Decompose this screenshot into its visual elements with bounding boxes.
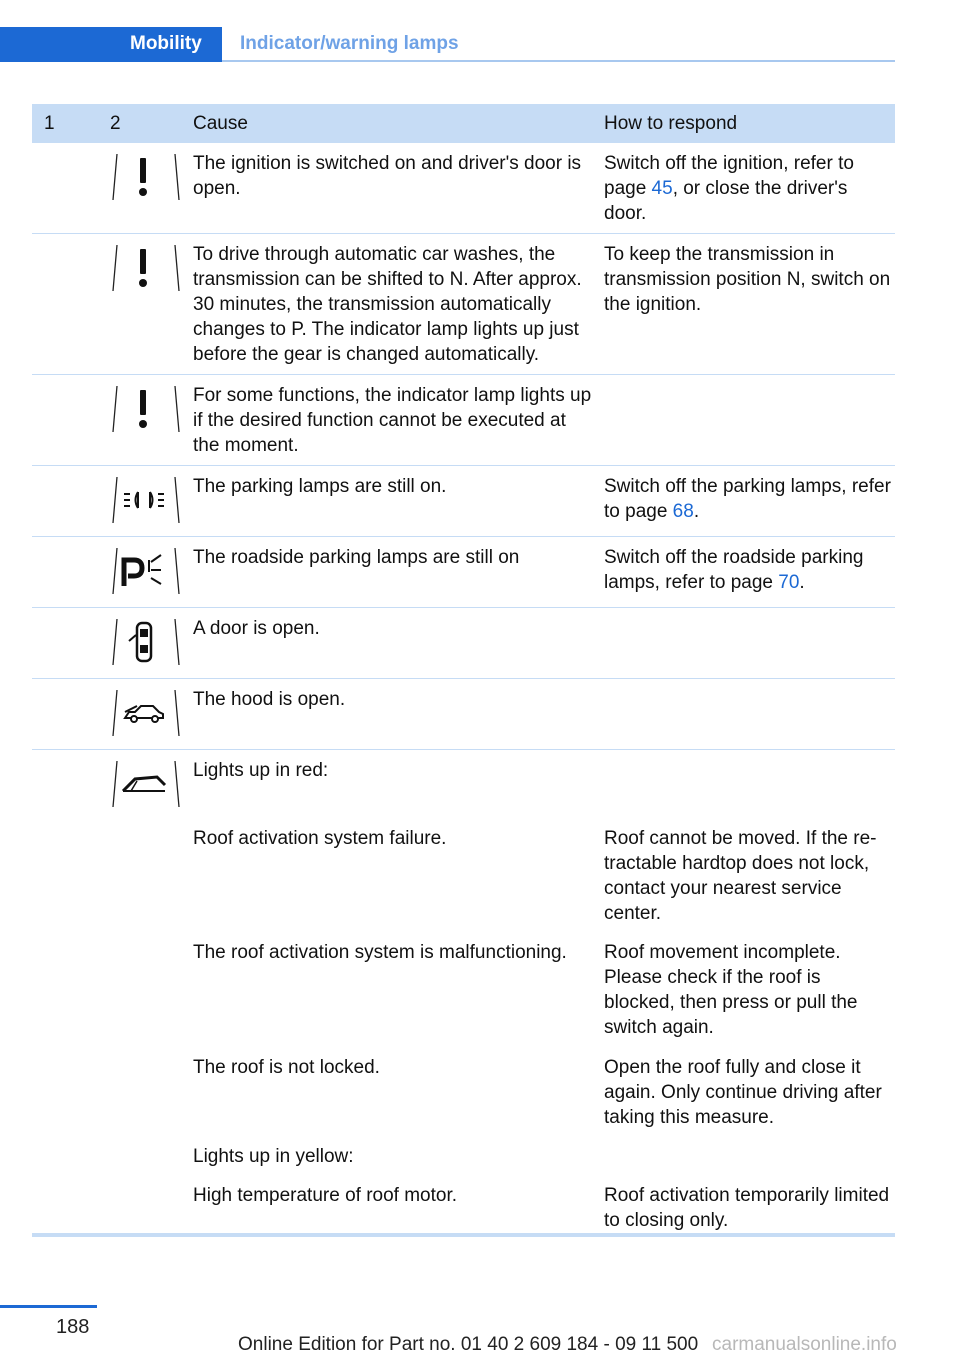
cause-text: For some functions, the indicator lamp lights up if the desired function cannot be executed at the moment. — [193, 385, 592, 456]
respond-text: Switch off the ignition, refer to page 45, or close the driver's door. — [604, 153, 854, 224]
section-tab[interactable]: Mobility — [0, 27, 222, 62]
exclamation-icon — [107, 243, 181, 301]
table-bottom-rule — [32, 1233, 895, 1237]
sub-cause-text: Roof activation system failure. — [193, 828, 447, 849]
edition-text: Online Edition for Part no. 01 40 2 609 184 - 09 11 500 — [238, 1334, 699, 1355]
table-row — [32, 750, 895, 1240]
exclamation-icon — [107, 152, 181, 210]
cause-text: The hood is open. — [193, 689, 346, 710]
hood-open-icon — [107, 688, 181, 746]
respond-text: Switch off the parking lamps, refer to page 68. — [604, 476, 891, 522]
table-header-row — [32, 104, 895, 143]
page-link[interactable]: 45 — [651, 178, 673, 199]
exclamation-icon — [107, 384, 181, 442]
page-header — [0, 27, 895, 62]
table-row — [32, 143, 895, 234]
sub-respond-text: Open the roof fully and close it again. Only continue driving after taking this measure. — [604, 1057, 882, 1128]
cause-text: To drive through automatic car washes, the transmission can be shifted to N. After approx. 30 minutes, the transmission automatically changes to P. The indicator lamp lights up just before the gear is changed automatically. — [193, 244, 582, 365]
table-row — [32, 679, 895, 750]
col-header-cause: Cause — [193, 113, 248, 134]
sub-cause-text: Lights up in yellow: — [193, 1146, 354, 1167]
sub-respond-text: Roof cannot be moved. If the retractable hardtop does not lock, contact your nearest service center. — [604, 828, 877, 924]
watermark: carmanualsonline.info — [712, 1334, 897, 1355]
topic-title: Indicator/warning lamps — [240, 33, 459, 54]
parking-lamps-icon — [107, 475, 181, 533]
cause-text: The parking lamps are still on. — [193, 476, 447, 497]
sub-respond-text: Roof activation temporarily limited to closing only. — [604, 1185, 890, 1231]
door-open-icon — [107, 617, 181, 675]
cause-text: A door is open. — [193, 618, 320, 639]
col-header-respond: How to respond — [604, 113, 738, 134]
indicator-table — [32, 104, 895, 1240]
respond-text: Switch off the roadside parking lamps, refer to page 70. — [604, 547, 864, 593]
sub-respond-text: Roof movement incomplete. Please check if the roof is blocked, then press or pull the switch again. — [604, 942, 858, 1038]
page-link[interactable]: 70 — [778, 572, 800, 593]
table-row — [32, 375, 895, 466]
roadside-parking-lamps-icon — [107, 546, 181, 604]
col-header-2: 2 — [110, 113, 121, 134]
cause-text: The roadside parking lamps are still on — [193, 547, 520, 568]
cause-text: Lights up in red: — [193, 760, 329, 781]
cause-text: The ignition is switched on and driver's door is open. — [193, 153, 582, 199]
sub-cause-text: The roof activation system is malfunctioning. — [193, 942, 567, 963]
header-rule — [222, 60, 895, 62]
page-link[interactable]: 68 — [672, 501, 694, 522]
table-row — [32, 537, 895, 608]
sub-cause-text: High temperature of roof motor. — [193, 1185, 458, 1206]
sub-cause-text: The roof is not locked. — [193, 1057, 380, 1078]
col-header-1: 1 — [44, 113, 55, 134]
table-row — [32, 466, 895, 537]
table-row — [32, 234, 895, 375]
page-number: 188 — [56, 1316, 90, 1338]
page-number-rule — [0, 1305, 97, 1308]
respond-text: To keep the transmission in transmission position N, switch on the ignition. — [604, 244, 891, 315]
table-row — [32, 608, 895, 679]
roof-icon — [107, 759, 181, 817]
